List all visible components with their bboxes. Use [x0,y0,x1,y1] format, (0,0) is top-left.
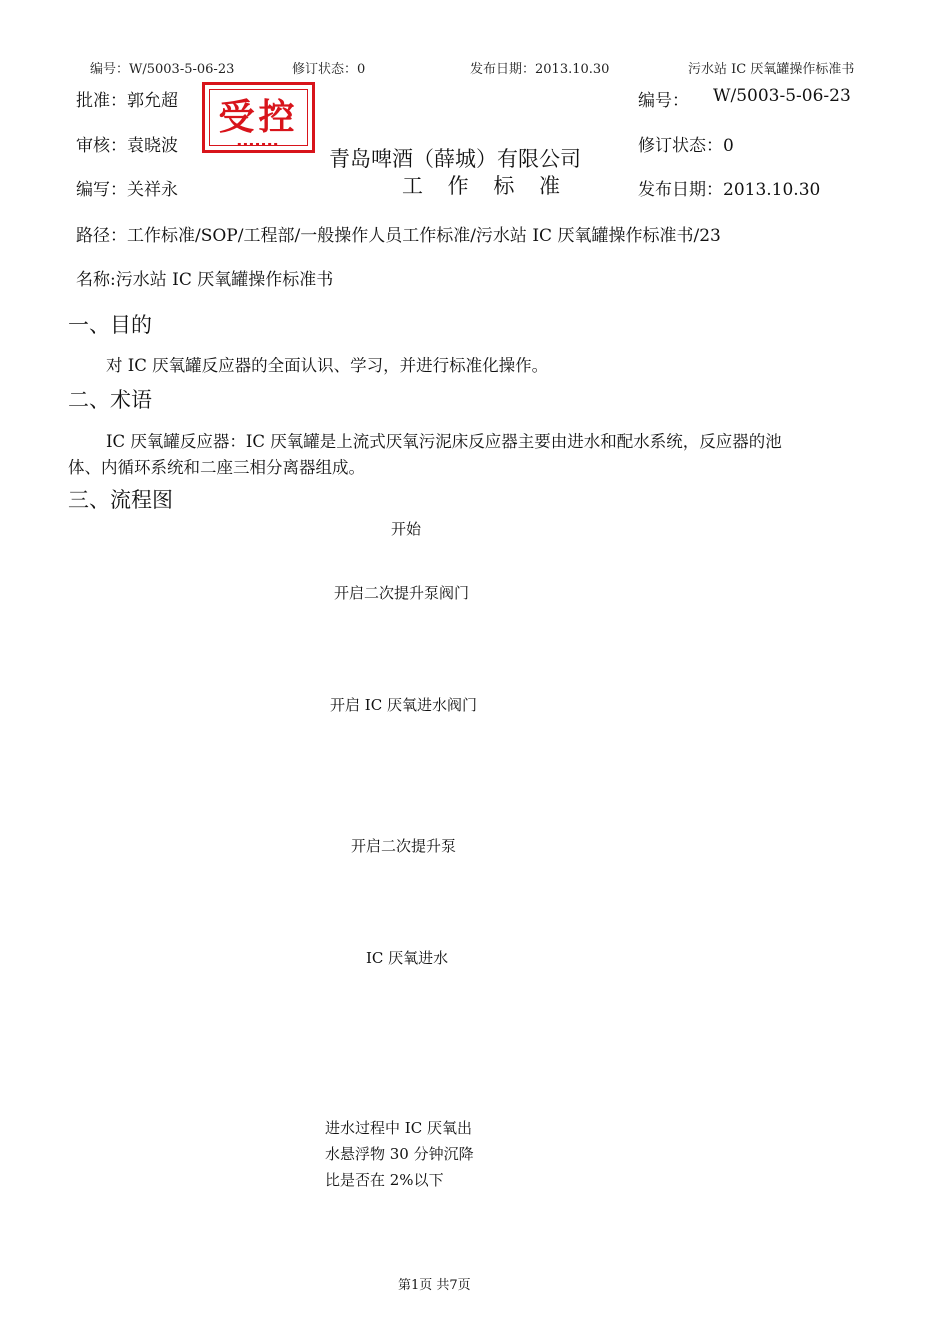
approved-by: 批准：郭允超 [76,91,178,111]
flow-step-start-pump: 开启二次提升泵 [351,837,457,855]
stamp-text: 受控 [218,96,299,138]
controlled-stamp [202,82,315,153]
code-label: 编号： [638,91,689,111]
company-name: 青岛啤酒（薛城）有限公司 [329,147,581,171]
flow-decision-line2: 水悬浮物 30 分钟沉降 [325,1145,474,1163]
section-heading-terms: 二、术语 [68,388,152,412]
flow-decision-line3: 比是否在 2%以下 [325,1171,444,1189]
written-by: 编写：关祥永 [76,180,178,200]
header-revision: 修订状态：0 [292,62,366,77]
doc-name: 名称:污水站 IC 厌氧罐操作标准书 [76,270,334,290]
section-body-purpose: 对 IC 厌氧罐反应器的全面认识、学习，并进行标准化操作。 [106,356,549,375]
header-date: 发布日期：2013.10.30 [470,62,610,77]
flow-step-start: 开始 [391,520,422,538]
header-code: 编号：W/5003-5-06-23 [90,62,235,77]
flow-decision-line1: 进水过程中 IC 厌氧出 [325,1119,472,1137]
revision-status: 修订状态：0 [638,136,734,156]
flow-step-ic-inlet: IC 厌氧进水 [366,949,449,967]
header-doc-title: 污水站 IC 厌氧罐操作标准书 [688,62,855,77]
flow-step-open-pump-valve: 开启二次提升泵阀门 [334,584,470,602]
standard-title: 工 作 标 准 [402,174,570,198]
doc-path: 路径：工作标准/SOP/工程部/一般操作人员工作标准/污水站 IC 厌氧罐操作标准书/23 [76,226,721,246]
page-number: 第1页 共7页 [398,1278,471,1293]
section-heading-flowchart: 三、流程图 [68,488,173,512]
section-body-terms-line2: 体、内循环系统和二座三相分离器组成。 [68,458,365,477]
flow-step-open-inlet-valve: 开启 IC 厌氧进水阀门 [330,696,477,714]
code-value: W/5003-5-06-23 [713,86,851,106]
section-body-terms-line1: IC 厌氧罐反应器：IC 厌氧罐是上流式厌氧污泥床反应器主要由进水和配水系统，反应器的池 [106,432,782,451]
reviewed-by: 审核：袁晓波 [76,136,178,156]
section-heading-purpose: 一、目的 [68,313,152,337]
issue-date: 发布日期：2013.10.30 [638,180,821,200]
stamp-dots: ▪▪▪▪▪▪▪ [237,141,280,148]
